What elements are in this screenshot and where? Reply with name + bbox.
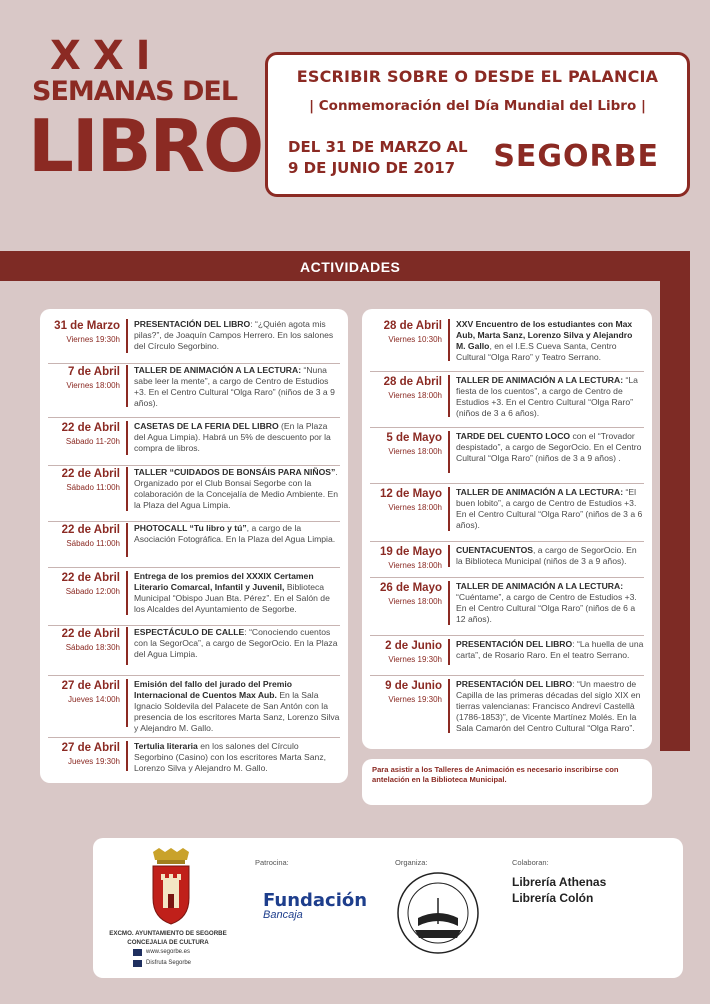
activity-time: Sábado 11-20h (65, 437, 120, 446)
activity-entry (40, 679, 348, 733)
activity-separator (370, 371, 644, 372)
activity-separator (370, 483, 644, 484)
activity-divider (126, 571, 128, 615)
activity-divider (126, 365, 128, 407)
activity-description (456, 319, 644, 363)
activity-details: en los salones del Círculo Segorbino (Casino) con los escritores Marta Sanz, Lorenzo Silva y Alejandro M. Gallo. (134, 741, 327, 773)
colaboran-label: Colaboran: (512, 858, 549, 867)
activity-divider (126, 467, 128, 511)
activity-headline: TALLER DE ANIMACIÓN A LA LECTURA: (456, 487, 624, 497)
activity-description (456, 487, 644, 531)
activity-details: “Cuéntame”, a cargo de Centro de Estudios +3. En el Centro Cultural “Olga Raro” (niños de 6 a 12 años). (456, 592, 637, 624)
event-title: ESCRIBIR SOBRE O DESDE EL PALANCIA (296, 67, 659, 86)
activity-time: Jueves 14:00h (67, 695, 120, 704)
ayuntamiento-label (108, 929, 228, 947)
activity-entry (362, 639, 652, 671)
activity-date: 22 de Abril (61, 468, 120, 480)
activity-entry (362, 487, 652, 537)
activity-divider (448, 581, 450, 625)
fundacion-bancaja-logo (263, 890, 367, 921)
activity-divider (448, 545, 450, 567)
activity-headline: PRESENTACIÓN DEL LIBRO (456, 679, 573, 689)
dates-line-1: DEL 31 DE MARZO AL (288, 138, 468, 156)
activity-headline: Tertulia literaria (134, 741, 198, 751)
activity-separator (48, 737, 340, 738)
activity-description (456, 639, 644, 661)
activities-right-column (362, 309, 652, 749)
activity-headline: Emisión del fallo del jurado del Premio Internacional de Cuentos Max Aub. (134, 679, 293, 700)
activity-separator (48, 363, 340, 364)
activity-date: 9 de Junio (385, 680, 442, 692)
activity-description (456, 679, 644, 734)
activity-headline: TALLER DE ANIMACIÓN A LA LECTURA: (456, 375, 624, 385)
activity-details: En la Sala Ignacio Soldevila del Palacete de San Antón con la presencia de los escritores Marta Sanz, Lorenzo Silva y Alejandro M. Gallo. (134, 690, 340, 733)
activity-time: Sábado 18:30h (65, 643, 120, 652)
activity-separator (48, 567, 340, 568)
activity-date: 2 de Junio (385, 640, 442, 652)
activity-divider (126, 741, 128, 771)
activity-separator (48, 625, 340, 626)
activity-description (134, 741, 340, 774)
activity-details: : “Un maestro de Capilla de las primeras décadas del siglo XIX en tierras valencianas: Francisco Andreví Castellà (1786-1853)”, de Vicente Martínez Molés. En la Sala Camarón del Centro Cultural “Olga Raro”. (456, 679, 641, 733)
activity-divider (126, 679, 128, 727)
activity-divider (126, 627, 128, 665)
activity-headline: XXV Encuentro de los estudiantes con Max Aub, Marta Sanz, Lorenzo Silva y Alejandro M. Gallo (456, 319, 633, 351)
activity-entry (40, 365, 348, 413)
activity-date: 31 de Marzo (54, 320, 120, 332)
activity-date: 7 de Abril (68, 366, 120, 378)
activity-time: Sábado 12:00h (65, 587, 120, 596)
activity-entry (40, 571, 348, 621)
header-info-box (265, 52, 690, 197)
sponsor-subname: Bancaja (263, 909, 303, 921)
biblioteca-seal-icon (393, 868, 483, 958)
activity-details: : “Conociendo cuentos con la SegorOca”, a cargo de SegorOcio. En la Plaza del Agua Limpia. (134, 627, 338, 659)
activity-description (134, 627, 340, 660)
activity-date: 22 de Abril (61, 572, 120, 584)
activity-description (134, 679, 340, 734)
logo-line-libro: LIBRO (28, 104, 263, 188)
activity-date: 27 de Abril (61, 680, 120, 692)
activity-details: con el “Trovador despistado”, a cargo de SegorOcio. En el Centro Cultural “Olga Raro” (niños de 3 a 9 años) . (456, 431, 642, 463)
activity-details: , a cargo de SegorOcio. En la Biblioteca Municipal (niños de 3 a 9 años). (456, 545, 637, 566)
social-icon (133, 960, 142, 967)
activity-description (456, 375, 644, 419)
activity-separator (48, 417, 340, 418)
activity-date: 28 de Abril (383, 376, 442, 388)
activity-headline: TALLER “CUIDADOS DE BONSÁIS PARA NIÑOS” (134, 467, 336, 477)
activity-headline: Entrega de los premios del XXXIX Certamen Literario Comarcal, Infantil y Juvenil, (134, 571, 314, 592)
activity-entry (40, 627, 348, 671)
activity-time: Viernes 18:00h (388, 503, 442, 512)
activity-time: Viernes 19:30h (388, 695, 442, 704)
activity-headline: TARDE DEL CUENTO LOCO (456, 431, 571, 441)
logo-line-semanas: SEMANAS DEL (32, 76, 238, 107)
activity-details: . Organizado por el Club Bonsai Segorbe con la colaboración de la Concejalía de Medio Ambiente. En la Plaza del Agua Limpia. (134, 467, 338, 510)
activity-entry (40, 421, 348, 461)
activity-entry (40, 319, 348, 359)
activity-time: Viernes 18:00h (388, 561, 442, 570)
activity-headline: CUENTACUENTOS (456, 545, 534, 555)
activity-divider (448, 679, 450, 733)
activity-headline: ESPECTÁCULO DE CALLE (134, 627, 245, 637)
event-city: SEGORBE (493, 139, 659, 174)
band-right-strip (660, 281, 690, 751)
activity-headline: PRESENTACIÓN DEL LIBRO (456, 639, 573, 649)
activity-time: Viernes 18:00h (66, 381, 120, 390)
activities-title: ACTIVIDADES (300, 259, 401, 275)
activity-entry (362, 581, 652, 631)
activity-description (456, 545, 644, 567)
activity-time: Viernes 18:00h (388, 391, 442, 400)
website-link[interactable]: www.segorbe.es (146, 949, 191, 955)
activity-description (134, 571, 340, 615)
activity-time: Viernes 19:30h (388, 655, 442, 664)
activity-separator (370, 577, 644, 578)
sponsors-footer (93, 838, 683, 978)
ayuntamiento-links (133, 948, 191, 970)
activity-description (134, 365, 340, 409)
activity-headline: TALLER DE ANIMACIÓN A LA LECTURA: (456, 581, 624, 591)
activity-details: Biblioteca Municipal “Obispo Juan Bta. Pérez”. En el Salón de los Alcaldes del Ayuntamiento de Segorbe. (134, 582, 330, 614)
activity-details: , en el I.E.S Cueva Santa, Centro Cultural “Olga Raro” y Teatro Serrano. (456, 341, 617, 362)
activity-details: “El buen lobito”, a cargo de Centro de Estudios +3. En el Centro Cultural “Olga Raro” (niños de 3 a 6 años). (456, 487, 643, 530)
activity-entry (362, 431, 652, 479)
activity-separator (370, 635, 644, 636)
activity-divider (448, 639, 450, 665)
activity-headline: PRESENTACIÓN DEL LIBRO (134, 319, 251, 329)
activity-description (456, 581, 644, 625)
social-link[interactable]: Disfruta Segorbe (146, 960, 192, 966)
activity-details: “Nuna sabe leer la mente”, a cargo de Centro de Estudios +3. En el Centro Cultural “Olga Raro” (niños de 3 a 9 años). (134, 365, 335, 408)
activity-divider (448, 487, 450, 531)
activity-time: Viernes 10:30h (388, 335, 442, 344)
activity-time: Viernes 18:00h (388, 447, 442, 456)
activity-date: 19 de Mayo (380, 546, 442, 558)
activity-date: 22 de Abril (61, 628, 120, 640)
activity-headline: CASETAS DE LA FERIA DEL LIBRO (134, 421, 279, 431)
activity-entry (362, 545, 652, 573)
activity-separator (48, 465, 340, 466)
activity-divider (126, 523, 128, 557)
activity-divider (126, 421, 128, 455)
activity-entry (40, 523, 348, 563)
activity-headline: TALLER DE ANIMACIÓN A LA LECTURA: (134, 365, 302, 375)
activity-time: Viernes 18:00h (388, 597, 442, 606)
activity-time: Jueves 19:30h (67, 757, 120, 766)
organiza-label: Organiza: (395, 858, 428, 867)
activity-description (134, 421, 340, 454)
activity-date: 26 de Mayo (380, 582, 442, 594)
ayuntamiento-name: EXCMO. AYUNTAMIENTO DE SEGORBE (109, 930, 227, 937)
activity-headline: PHOTOCALL “Tu libro y tú” (134, 523, 247, 533)
activity-details: : “La huella de una carta”, de Rosario Raro. En el teatro Serrano. (456, 639, 644, 660)
event-subtitle: | Conmemoración del Día Mundial del Libro | (309, 98, 646, 114)
activity-date: 28 de Abril (383, 320, 442, 332)
activity-description (456, 431, 644, 464)
activity-separator (48, 521, 340, 522)
activity-description (134, 319, 340, 352)
activity-details: : “¿Quién agota mis pilas?”, de Joaquín Campos Herrero. En los salones del Círculo Segorbino. (134, 319, 334, 351)
activity-description (134, 467, 340, 511)
collaborator-athenas: Librería Athenas (512, 875, 607, 889)
activity-date: 12 de Mayo (380, 488, 442, 500)
activity-entry (362, 679, 652, 739)
activity-date: 22 de Abril (61, 524, 120, 536)
dates-line-2: 9 DE JUNIO DE 2017 (288, 159, 456, 177)
concejalia-name: CONCEJALIA DE CULTURA (127, 939, 209, 946)
activity-divider (126, 319, 128, 353)
segorbe-coat-of-arms-icon (147, 848, 195, 926)
activity-separator (48, 675, 340, 676)
activity-divider (448, 319, 450, 361)
event-dates (288, 137, 468, 179)
activities-left-column (40, 309, 348, 783)
web-icon (133, 949, 142, 956)
activity-entry (40, 741, 348, 777)
activity-time: Sábado 11:00h (66, 539, 120, 548)
activity-description (134, 523, 340, 545)
event-logo (28, 33, 268, 188)
activity-date: 5 de Mayo (386, 432, 442, 444)
edition-number: XXI (50, 33, 163, 79)
collaborator-colon: Librería Colón (512, 891, 594, 905)
activity-details: , a cargo de la Asociación Fotográfica. En la Plaza del Agua Limpia. (134, 523, 336, 544)
activity-separator (370, 427, 644, 428)
patrocina-label: Patrocina: (255, 858, 289, 867)
activity-entry (362, 375, 652, 423)
activity-details: “La fiesta de los cuentos”, a cargo de Centro de Estudios +3. En el Centro Cultural “Olga Raro” (niños de 3 a 6 años). (456, 375, 638, 418)
activity-entry (362, 319, 652, 367)
activity-separator (370, 541, 644, 542)
activity-details: (En la Plaza del Agua Limpia). Habrá un 5% de descuento por la compra de libros. (134, 421, 331, 453)
activity-date: 22 de Abril (61, 422, 120, 434)
collaborators-list (512, 874, 606, 906)
activity-divider (448, 431, 450, 473)
activity-entry (40, 467, 348, 517)
registration-note: Para asistir a los Talleres de Animación es necesario inscribirse con antelación en la Biblioteca Municipal. (362, 759, 652, 805)
activity-time: Viernes 19:30h (66, 335, 120, 344)
activity-time: Sábado 11:00h (66, 483, 120, 492)
sponsor-name: Fundación (263, 890, 368, 911)
activity-divider (448, 375, 450, 417)
activity-date: 27 de Abril (61, 742, 120, 754)
activity-separator (370, 675, 644, 676)
